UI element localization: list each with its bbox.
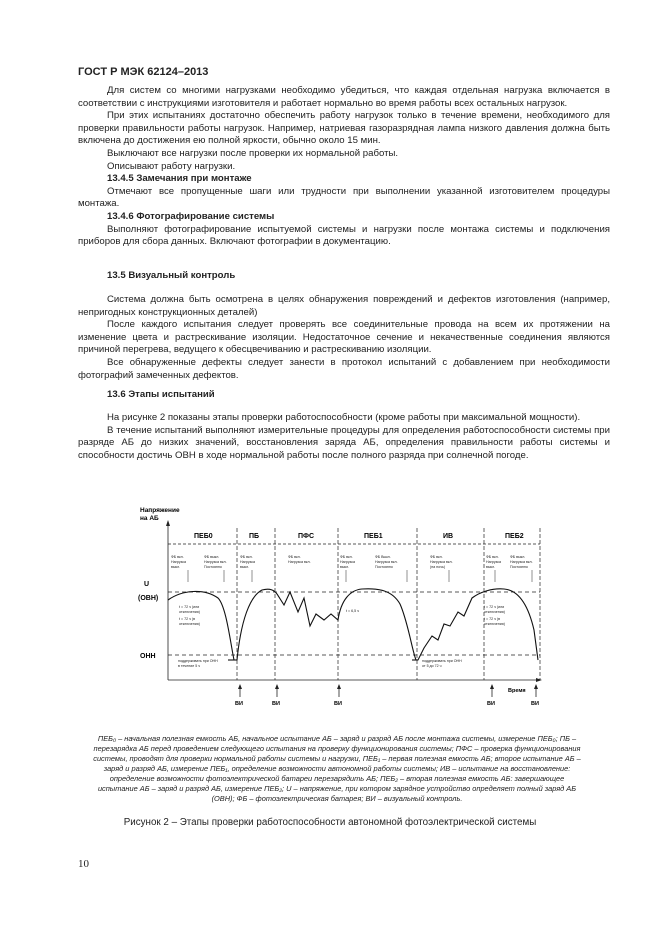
paragraph: Выполняют фотографирование испытуемой системы и нагрузки после монтажа системы и подключения приборов для сбора данных. Включают фотографии в документацию. xyxy=(78,223,610,248)
visual-inspection-paragraphs xyxy=(78,294,610,382)
note-text: ФБ вкл. xyxy=(340,555,353,559)
note-text: (на ночь) xyxy=(430,565,446,569)
note-text: поддерживать при ОНН xyxy=(178,659,218,663)
phase-label-peb2: ПЕБ2 xyxy=(505,533,524,540)
phase-label-iv: ИВ xyxy=(443,533,454,540)
y-axis-label-line1: Напряжение xyxy=(140,507,180,514)
paragraph: В течение испытаний выполняют измерительные процедуры для определения работоспособности системы при разряде АБ до низких значений, восстановления заряда АБ, определения правильности работы системы и способности достичь ОВН в ходе нормальной работы после полного разряда при солнечной погоде. xyxy=(78,424,610,461)
phase-label-pb: ПБ xyxy=(249,533,260,540)
vi-marker-arrowhead xyxy=(337,684,341,689)
note-text: Постоянно xyxy=(510,565,528,569)
vi-label: ВИ xyxy=(334,701,342,707)
note-text: ФБ Выкл. xyxy=(375,555,391,559)
note-text: ФБ вкл. xyxy=(486,555,499,559)
note-text: t = 72 ч (или xyxy=(179,605,200,609)
voltage-curve xyxy=(168,589,538,660)
paragraph: На рисунке 2 показаны этапы проверки работоспособности (кроме работы при максимальной мощности). xyxy=(107,412,581,423)
x-axis-arrow xyxy=(536,678,542,682)
vi-marker-arrowhead xyxy=(275,684,279,689)
note-text: t = 72 ч (в xyxy=(484,617,501,621)
figure-legend: ПЕБ₀ – начальная полезная емкость АБ, начальное испытание АБ – заряд и разряд АБ после монтажа системы, измерение ПЕБ₀; ПБ – перезарядка АБ перед проведением следующего испытания на проверку функционирования системы; ПФС – проверка функционирования системы, проводят для проверки нормальной работы системы и нагрузки, ПЕБ₁ – первая полезная емкость АБ; второе испытание АБ – заряд и разряд АБ, измерение ПЕБ₁, определение возможности автономной работы системы; ИВ – испытание на восстановление: определение возможности фотоэлектрической батареи перезарядить АБ; ПЕБ₂ – вторая полезная емкость АБ: завершающее испытание АБ – заряд и разряд АБ, измерение ПЕБ₂; U – напряжение, при котором зарядное устройство определяет полный заряд АБ (ОВН); ФБ – фотоэлектрическая батарея; ВИ – визуальный контроль. xyxy=(93,734,581,803)
paragraph: Все обнаруженные дефекты следует занести в протокол испытаний с добавлением при необходимости фотографий замеченных дефектов. xyxy=(78,356,610,381)
paragraph: Отмечают все пропущенные шаги или трудности при выполнении указанной изготовителем процедуры монтажа. xyxy=(78,185,610,210)
u-level-label: U xyxy=(144,581,150,588)
note-text: отключения) xyxy=(484,610,505,614)
vi-marker-arrowhead xyxy=(534,684,538,689)
note-text: Нагрузка вкл. xyxy=(510,560,533,564)
paragraph: Для систем со многими нагрузками необходимо убедиться, что каждая отдельная нагрузка включается в соответствии с инструкциями изготовителя и работает нормально во время работы всех остальных нагрузок. xyxy=(78,85,610,109)
note-text: Нагрузка xyxy=(171,560,186,564)
note-text: ФБ вкл. xyxy=(430,555,443,559)
note-text: отключения) xyxy=(179,610,200,614)
note-text: t = 72 ч (в xyxy=(179,617,196,621)
note-text: Постоянно xyxy=(204,565,222,569)
note-text: Нагрузка вкл. xyxy=(375,560,398,564)
y-axis-label-line2: на АБ xyxy=(140,515,159,522)
paragraph: Описывают работу нагрузки. xyxy=(107,160,236,172)
vi-label: ВИ xyxy=(272,701,280,707)
paragraph: После каждого испытания следует проверять все соединительные провода на всем их протяжении на изменение цвета и растрескивание изоляции. Недостаточное сечение и некачественные соединения являются причиной перегрева, ведущего к обесцвечиванию и растрескиванию изоляции. xyxy=(78,319,610,356)
note-text: Нагрузка вкл. xyxy=(288,560,311,564)
note-text: отключения) xyxy=(484,622,505,626)
note-text: отключения) xyxy=(179,622,200,626)
section-heading-13-4-5: 13.4.5 Замечания при монтаже xyxy=(107,173,252,185)
phase-label-peb0: ПЕБ0 xyxy=(194,533,213,540)
page-number: 10 xyxy=(78,858,89,870)
note-text: ФБ вкл. xyxy=(171,555,184,559)
section-heading-13-6: 13.6 Этапы испытаний xyxy=(107,389,215,400)
y-axis-arrow xyxy=(166,520,170,526)
note-text: ФБ выкл. xyxy=(510,555,526,559)
document-header: ГОСТ Р МЭК 62124–2013 xyxy=(78,66,209,78)
figure-title: Рисунок 2 – Этапы проверки работоспособности автономной фотоэлектрической системы xyxy=(123,817,537,828)
vi-marker-arrowhead xyxy=(238,684,242,689)
loads-paragraphs xyxy=(78,85,610,249)
note-text: выкл. xyxy=(486,565,496,569)
note-text: от 5 до 72 ч xyxy=(422,664,442,668)
note-text: выкл. xyxy=(171,565,181,569)
section-heading-13-5: 13.5 Визуальный контроль xyxy=(107,270,236,281)
paragraph: Выключают все нагрузки после проверки их нормальной работы. xyxy=(107,147,399,159)
note-text: поддерживать при ОНН xyxy=(422,659,462,663)
x-axis-label: Время xyxy=(508,688,526,694)
note-text: Нагрузка xyxy=(240,560,255,564)
note-text: t = 72 ч (или xyxy=(484,605,505,609)
paragraph: Система должна быть осмотрена в целях обнаружения повреждений и дефектов изготовления (например, непригодных конструкционных деталей) xyxy=(78,294,610,318)
vi-marker-arrowhead xyxy=(490,684,494,689)
note-text: Нагрузка вкл. xyxy=(204,560,227,564)
note-text: выкл. xyxy=(240,565,250,569)
phase-label-pfs: ПФС xyxy=(298,533,315,540)
note-text: ФБ вкл. xyxy=(288,555,301,559)
test-stages-paragraphs xyxy=(78,412,610,462)
note-text: в течение 5 ч xyxy=(178,664,201,668)
note-text: Нагрузка xyxy=(486,560,501,564)
test-stages-diagram xyxy=(100,500,560,715)
phase-label-peb1: ПЕБ1 xyxy=(364,533,383,540)
ovn-level-label: (ОВН) xyxy=(138,595,159,602)
onn-level-label: ОНН xyxy=(140,653,156,660)
note-text: Нагрузка вкл. xyxy=(430,560,453,564)
vi-label: ВИ xyxy=(487,701,495,707)
note-text: Постоянно xyxy=(375,565,393,569)
note-text: выкл. xyxy=(340,565,350,569)
paragraph: При этих испытаниях достаточно обеспечить работу нагрузок только в течение времени, необходимого для проверки правильности работы нагрузок. Например, натриевая газоразрядная лампа низкого давления должна быть включена до достижения ею полной яркости, обычно около 15 мин. xyxy=(78,110,610,147)
note-text: ФБ выкл. xyxy=(204,555,220,559)
note-text: ФБ вкл. xyxy=(240,555,253,559)
note-text: t = 6,5 ч xyxy=(346,609,359,613)
note-text: Нагрузка xyxy=(340,560,355,564)
section-heading-13-4-6: 13.4.6 Фотографирование системы xyxy=(107,210,275,222)
vi-label: ВИ xyxy=(531,701,539,707)
vi-label: ВИ xyxy=(235,701,243,707)
